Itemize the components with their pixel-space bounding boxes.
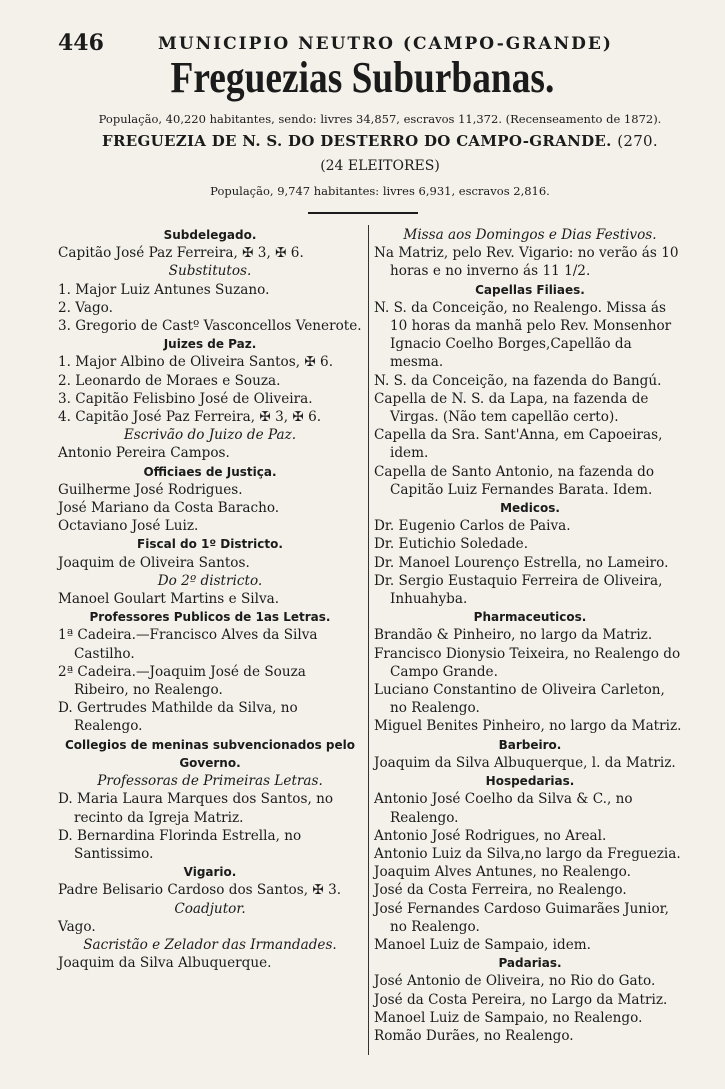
list-item: N. S. da Conceição, na fazenda do Bangú.: [374, 372, 662, 389]
section-subheading: Professoras de Primeiras Letras.: [97, 773, 323, 790]
list-item: Antonio Pereira Campos.: [58, 445, 230, 462]
running-title: MUNICIPIO NEUTRO (CAMPO-GRANDE): [158, 34, 613, 54]
list-item: Antonio José Coelho da Silva & C., no Realengo.: [374, 791, 633, 826]
list-item: Capella de N. S. da Lapa, na fazenda de Virgas. (Não tem capellão certo).: [374, 390, 649, 426]
list-item: 4. Capitão José Paz Ferreira, ✠ 3, ✠ 6.: [58, 409, 322, 426]
section-heading: Officiaes de Justiça.: [143, 464, 277, 479]
list-item: Dr. Manoel Lourenço Estrella, no Lameiro.: [374, 554, 669, 571]
freguezia-population: População, 9,747 habitantes: livres 6,931, escravos 2,816.: [210, 184, 550, 198]
list-item: 1. Major Albino de Oliveira Santos, ✠ 6.: [58, 354, 334, 371]
section-subheading: Missa aos Domingos e Dias Festivos.: [403, 227, 657, 243]
list-item: Manoel Goulart Martins e Silva.: [58, 591, 280, 608]
list-item: José Antonio de Oliveira, no Rio do Gato.: [374, 973, 656, 990]
list-item: D. Maria Laura Marques dos Santos, no recinto da Igreja Matriz.: [58, 791, 334, 826]
list-item: Antonio Luiz da Silva,no largo da Freguezia.: [374, 845, 681, 862]
section-heading: Fiscal do 1º Districto.: [137, 537, 283, 552]
section-heading: Juizes de Paz.: [163, 337, 257, 352]
right-column: [374, 226, 686, 1045]
section-heading: Professores Publicos de 1as Letras.: [89, 610, 331, 625]
section-subheading: Substitutos.: [168, 263, 252, 280]
section-subheading: Coadjutor.: [174, 900, 246, 917]
list-item: José Mariano da Costa Baracho.: [58, 500, 280, 517]
list-item: José da Costa Ferreira, no Realengo.: [374, 882, 627, 899]
list-item: D. Bernardina Florinda Estrella, no Santissimo.: [58, 827, 302, 862]
list-item: Manoel Luiz de Sampaio, no Realengo.: [374, 1009, 643, 1026]
list-item: Francisco Dionysio Teixeira, no Realengo do Campo Grande.: [374, 645, 681, 680]
list-item: José Fernandes Cardoso Guimarães Junior, no Realengo.: [374, 900, 669, 935]
section-heading: Capellas Filiaes.: [475, 282, 585, 297]
list-item: Padre Belisario Cardoso dos Santos, ✠ 3.: [58, 882, 342, 899]
section-heading: Pharmaceuticos.: [473, 610, 587, 625]
list-item: Joaquim de Oliveira Santos.: [58, 554, 250, 571]
section-subheading: Do 2º districto.: [157, 572, 263, 589]
section-heading: Padarias.: [498, 956, 562, 971]
list-item: Capella da Sra. Sant'Anna, em Capoeiras, idem.: [374, 427, 663, 462]
population-line: População, 40,220 habitantes, sendo: livres 34,857, escravos 11,372. (Recenseamento de 1872).: [98, 112, 662, 126]
list-item: Brandão & Pinheiro, no largo da Matriz.: [374, 627, 653, 644]
list-item: 2. Leonardo de Moraes e Souza.: [58, 372, 281, 389]
left-column: [58, 226, 362, 972]
eleitores-line: (24 ELEITORES): [320, 158, 440, 174]
section-subheading: Escrivão do Juizo de Paz.: [123, 427, 297, 444]
list-item: Guilherme José Rodrigues.: [58, 481, 243, 498]
list-item: 2ª Cadeira.—Joaquim José de Souza Ribeiro, no Realengo.: [58, 663, 306, 699]
section-heading: Hospedarias.: [485, 774, 575, 789]
list-item: Romão Durães, no Realengo.: [374, 1027, 574, 1044]
page-title: Freguezias Suburbanas.: [170, 53, 555, 102]
list-item: 3. Capitão Felisbino José de Oliveira.: [58, 390, 313, 407]
list-item: Antonio José Rodrigues, no Areal.: [374, 827, 607, 844]
page-number: 446: [58, 30, 104, 56]
freguezia-number: (270.: [617, 132, 658, 150]
section-heading: Medicos.: [500, 501, 560, 516]
list-item: Joaquim da Silva Albuquerque, l. da Matriz.: [374, 754, 676, 771]
section-heading: Barbeiro.: [498, 737, 562, 752]
list-item: N. S. da Conceição, no Realengo. Missa ás 10 horas da manhã pelo Rev. Monsenhor Ignacio Coelho Borges,Capellão da mesma.: [374, 299, 672, 371]
list-item: Octaviano José Luiz.: [58, 518, 199, 535]
freguezia-name: FREGUEZIA DE N. S. DO DESTERRO DO CAMPO-GRANDE.: [102, 132, 612, 150]
freguezia-title: [60, 132, 700, 150]
list-item: Luciano Constantino de Oliveira Carleton, no Realengo.: [374, 682, 665, 717]
list-item: 1ª Cadeira.—Francisco Alves da Silva Castilho.: [58, 627, 318, 662]
divider-rule: [308, 212, 418, 214]
list-item: Capella de Santo Antonio, na fazenda do Capitão Luiz Fernandes Barata. Idem.: [374, 463, 655, 498]
list-item: 2. Vago.: [58, 299, 113, 316]
list-item: Joaquim Alves Antunes, no Realengo.: [374, 864, 631, 881]
list-item: Na Matriz, pelo Rev. Vigario: no verão ás 10 horas e no inverno ás 11 1/2.: [374, 245, 679, 280]
list-item: 1. Major Luiz Antunes Suzano.: [58, 281, 270, 298]
list-item: Dr. Sergio Eustaquio Ferreira de Oliveira, Inhuahyba.: [374, 572, 663, 608]
section-heading: Collegios de meninas subvencionados pelo Governo.: [65, 737, 355, 770]
section-subheading: Sacristão e Zelador das Irmandades.: [83, 936, 337, 953]
list-item: 3. Gregorio de Castº Vasconcellos Venerote.: [58, 318, 362, 335]
section-heading: Subdelegado.: [163, 228, 257, 242]
list-item: Dr. Eugenio Carlos de Paiva.: [374, 518, 571, 535]
section-heading: Vigario.: [183, 865, 237, 880]
column-divider: [368, 225, 369, 1055]
list-item: Joaquim da Silva Albuquerque.: [58, 955, 272, 972]
list-item: Dr. Eutichio Soledade.: [374, 536, 529, 553]
list-item: D. Gertrudes Mathilde da Silva, no Realengo.: [58, 700, 298, 735]
list-item: Capitão José Paz Ferreira, ✠ 3, ✠ 6.: [58, 245, 304, 262]
list-item: José da Costa Pereira, no Largo da Matriz.: [374, 991, 668, 1008]
list-item: Miguel Benites Pinheiro, no largo da Matriz.: [374, 718, 682, 735]
list-item: Vago.: [58, 918, 96, 935]
list-item: Manoel Luiz de Sampaio, idem.: [374, 936, 591, 953]
